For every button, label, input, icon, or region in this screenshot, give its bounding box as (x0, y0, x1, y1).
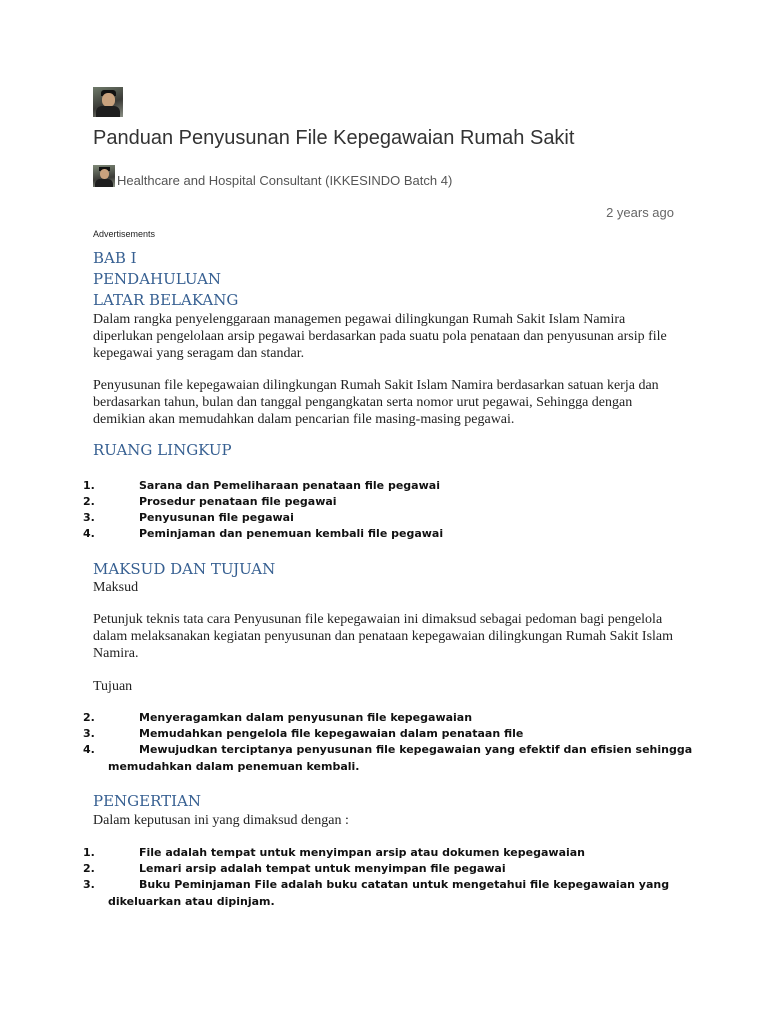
section-heading-maksud: MAKSUD DAN TUJUAN (93, 560, 276, 578)
latar-paragraph-1: Dalam rangka penyelenggaraan managemen pegawai dilingkungan Rumah Sakit Islam Namira diperlukan pengelolaan arsip pegawai berdasarkan pada suatu pola penataan dan penyusunan arsip file kepegawai yang seragam dan standar. (93, 312, 667, 361)
advertisements-label: Advertisements (93, 229, 156, 239)
tujuan-list (80, 710, 693, 776)
maksud-paragraph: Petunjuk teknis tata cara Penyusunan file kepegawaian ini dimaksud sebagai pedoman bagi pengelola dalam melaksanakan kegiatan penyusunan dan penataan kepegawaian dilingkungan Rumah Sakit Islam Namira. (93, 612, 674, 661)
list-item-text: Penyusunan file pegawai (139, 511, 294, 524)
list-item-text: Lemari arsip adalah tempat untuk menyimpan file pegawai (139, 862, 506, 875)
list-item-number: 1. (83, 846, 95, 859)
list-item (80, 845, 680, 861)
list-item-number: 1. (83, 479, 95, 492)
list-item-number: 3. (83, 878, 95, 891)
pengertian-paragraph: Dalam keputusan ini yang dimaksud dengan : (93, 813, 349, 828)
list-item-number: 4. (83, 527, 95, 540)
list-item-number: 3. (83, 727, 95, 740)
chapter-heading: BAB I (93, 249, 137, 267)
list-item-number: 4. (83, 743, 95, 756)
list-item-number: 2. (83, 495, 95, 508)
chapter-title: PENDAHULUAN (93, 270, 222, 288)
list-item-text: Mewujudkan terciptanya penyusunan file kepegawaian yang efektif dan efisien sehingga (139, 743, 693, 756)
list-item-text: File adalah tempat untuk menyimpan arsip atau dokumen kepegawaian (139, 846, 586, 859)
tujuan-label: Tujuan (93, 679, 133, 694)
author-avatar[interactable] (93, 165, 115, 187)
section-heading-ruang: RUANG LINGKUP (93, 441, 232, 459)
list-item-number: 2. (83, 711, 95, 724)
avatar-head-shape (102, 93, 115, 107)
list-item-number: 3. (83, 511, 95, 524)
list-item (80, 494, 680, 510)
page-title: Panduan Penyusunan File Kepegawaian Rumah Sakit (93, 127, 575, 149)
list-item-text: Prosedur penataan file pegawai (139, 495, 337, 508)
list-item-text: Buku Peminjaman File adalah buku catatan untuk mengetahui file kepegawaian yang (139, 878, 670, 891)
list-item (80, 710, 680, 726)
pengertian-list (80, 845, 680, 911)
list-item (80, 526, 680, 542)
post-timestamp: 2 years ago (606, 205, 674, 220)
list-item (80, 742, 693, 776)
list-item-continuation: memudahkan dalam penemuan kembali. (108, 760, 360, 773)
section-heading-pengertian: PENGERTIAN (93, 792, 202, 810)
ruang-lingkup-list (80, 478, 680, 542)
profile-avatar[interactable] (93, 87, 123, 117)
list-item-continuation: dikeluarkan atau dipinjam. (108, 895, 275, 908)
author-row[interactable] (93, 164, 452, 188)
section-heading-latar: LATAR BELAKANG (93, 291, 239, 309)
list-item (80, 478, 680, 494)
list-item (80, 861, 680, 877)
list-item-text: Memudahkan pengelola file kepegawaian dalam penataan file (139, 727, 524, 740)
author-name[interactable]: Healthcare and Hospital Consultant (IKKESINDO Batch 4) (117, 172, 453, 188)
avatar-head-shape (100, 169, 109, 179)
maksud-label: Maksud (93, 580, 139, 595)
list-item-number: 2. (83, 862, 95, 875)
list-item (80, 726, 680, 742)
avatar-body-shape (95, 179, 113, 187)
list-item (80, 510, 680, 526)
list-item-text: Sarana dan Pemeliharaan penataan file pegawai (139, 479, 440, 492)
latar-paragraph-2: Penyusunan file kepegawaian dilingkungan Rumah Sakit Islam Namira berdasarkan satuan kerja dan berdasarkan tahun, bulan dan tanggal pengangkatan serta nomor urut pegawai, Sehingga dengan demikian akan memudahkan dalam pencarian file masing-masing pegawai. (93, 378, 659, 427)
list-item (80, 877, 680, 911)
avatar-body-shape (96, 106, 120, 117)
list-item-text: Peminjaman dan penemuan kembali file pegawai (139, 527, 444, 540)
list-item-text: Menyeragamkan dalam penyusunan file kepegawaian (139, 711, 473, 724)
